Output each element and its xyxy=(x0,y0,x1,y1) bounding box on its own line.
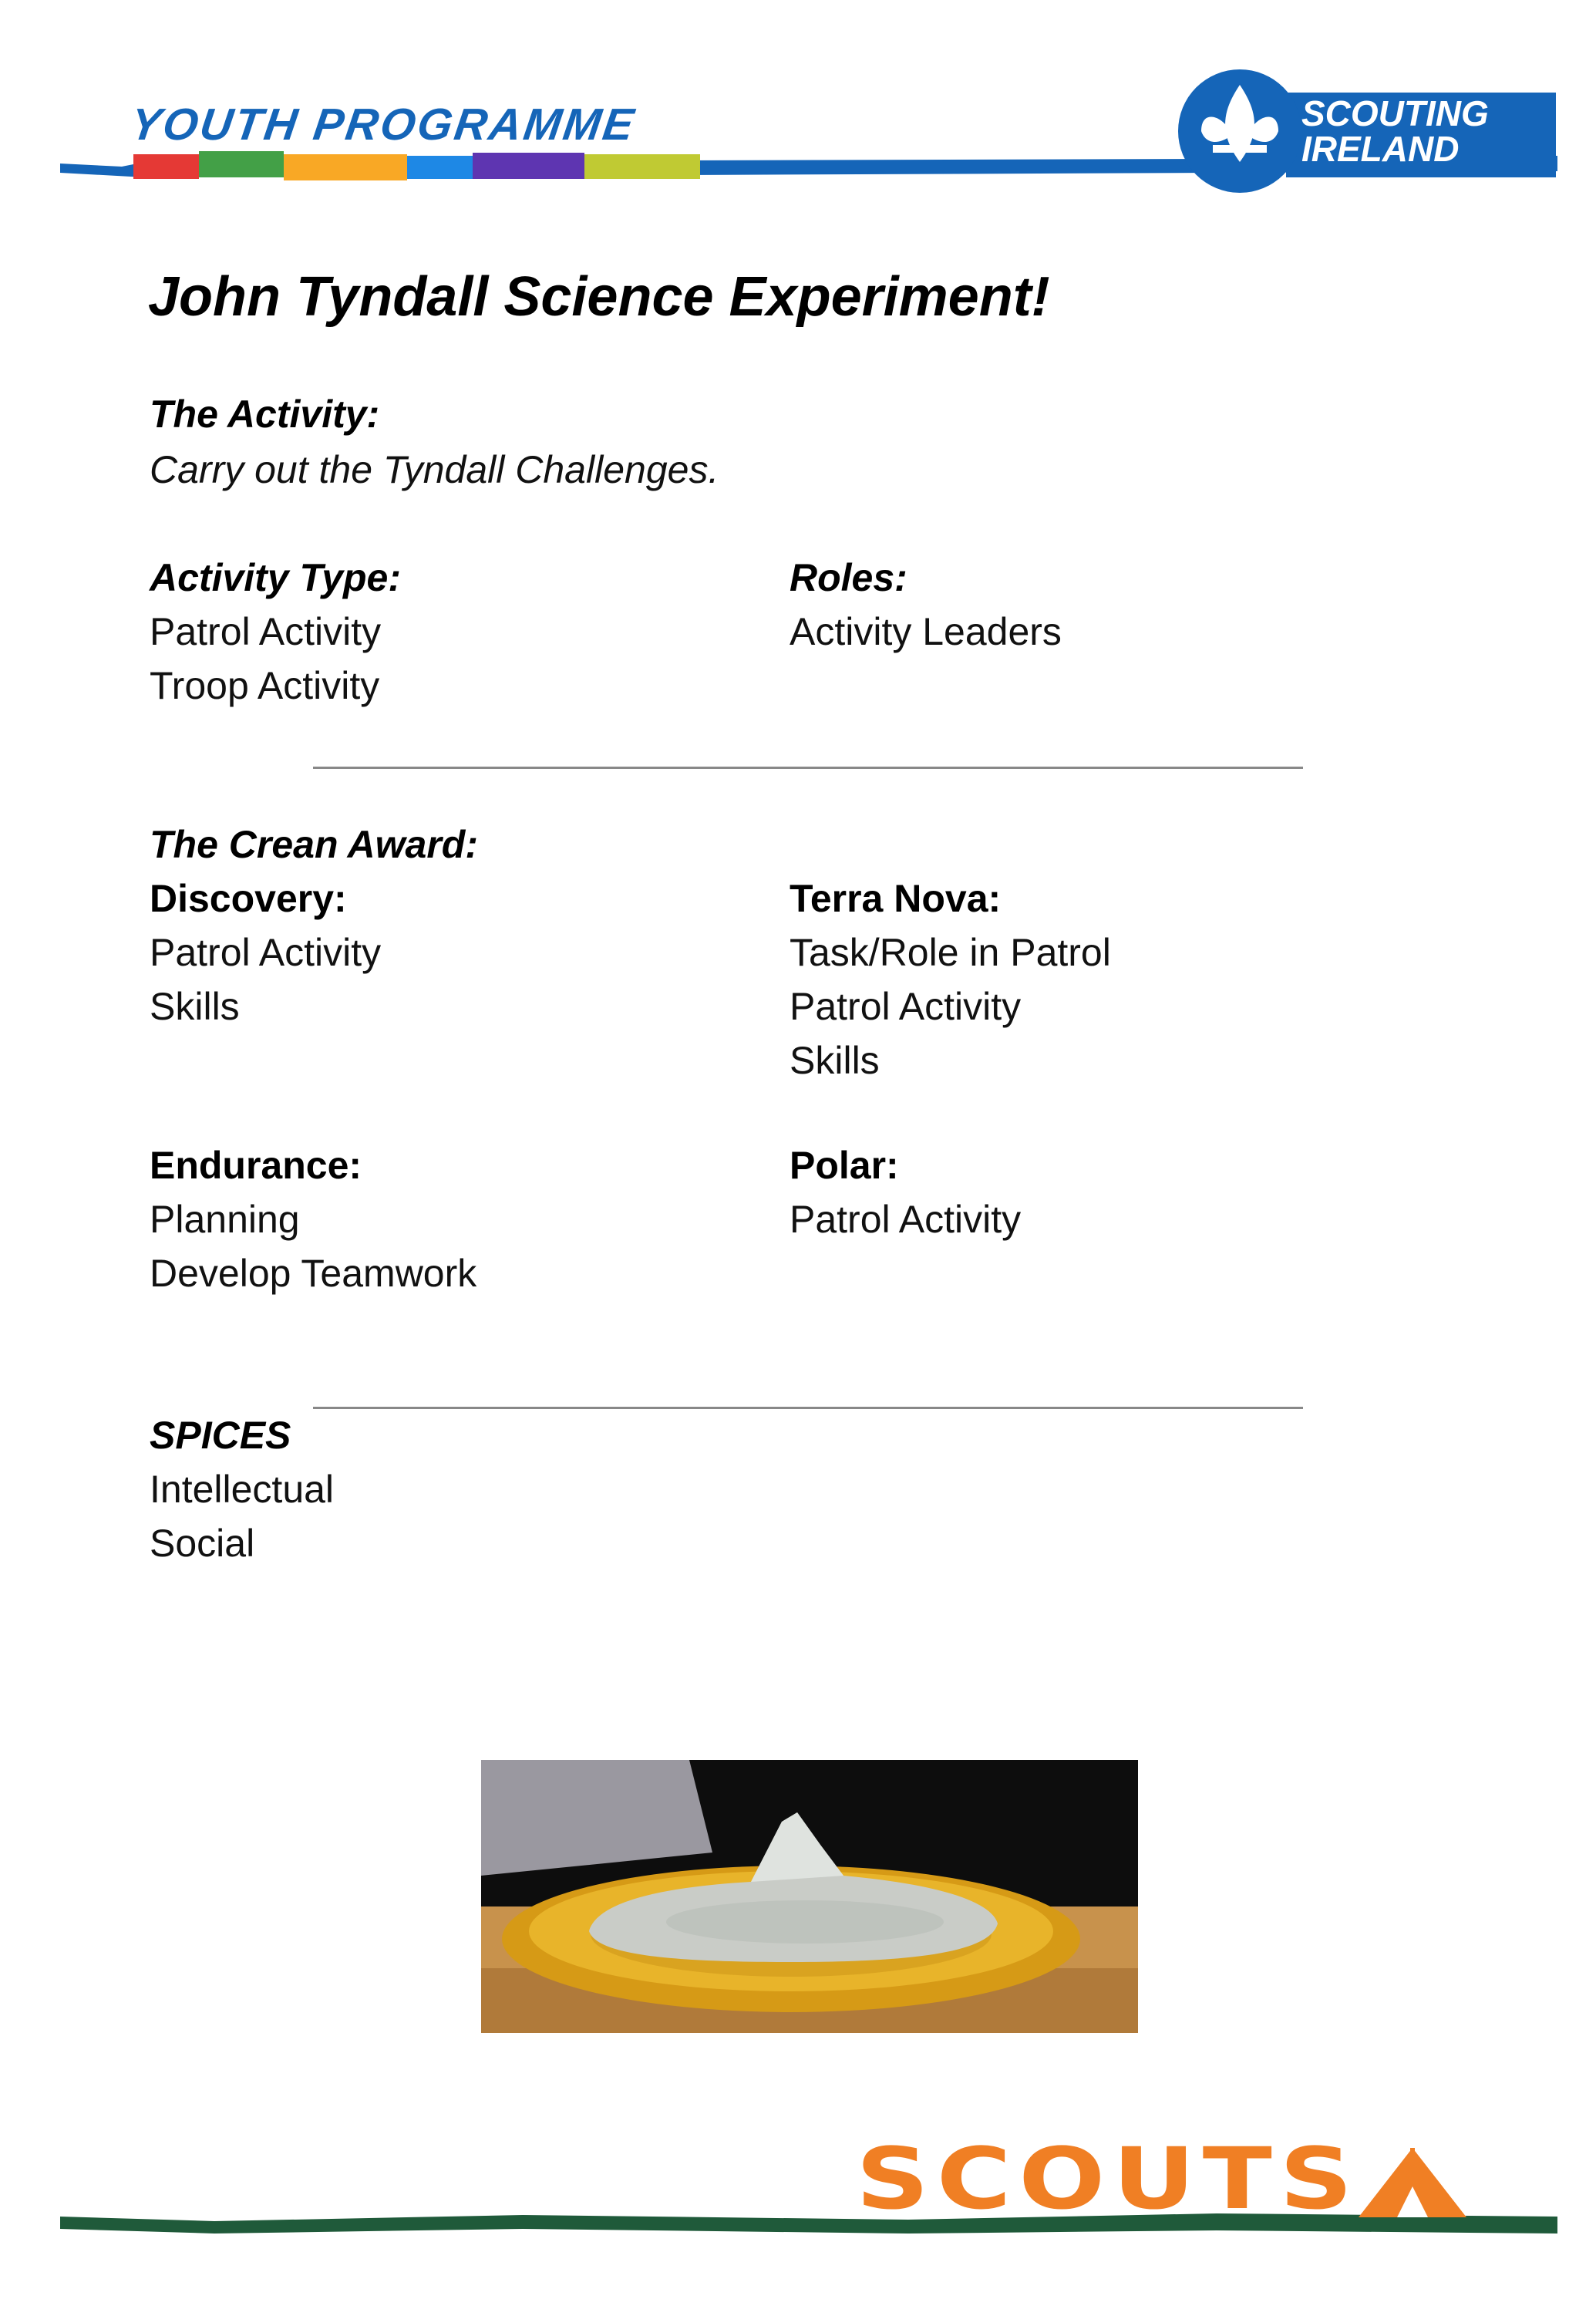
scouts-logo-text: SCOUTS xyxy=(856,2129,1361,2228)
polar-label: Polar: xyxy=(790,1144,899,1187)
divider xyxy=(313,1407,1303,1409)
activity-type-item: Troop Activity xyxy=(150,664,380,707)
spices-label: SPICES xyxy=(150,1414,291,1457)
activity-type-label: Activity Type: xyxy=(150,556,402,599)
discovery-label: Discovery: xyxy=(150,877,347,920)
activity-type-item: Patrol Activity xyxy=(150,610,382,653)
logo-line-scouting: SCOUTING xyxy=(1301,93,1489,133)
terra-nova-item: Skills xyxy=(790,1039,880,1082)
divider xyxy=(313,767,1303,769)
endurance-item: Develop Teamwork xyxy=(150,1252,477,1295)
endurance-label: Endurance: xyxy=(150,1144,362,1187)
spices-item: Social xyxy=(150,1522,255,1565)
youth-programme-title: YOUTH PROGRAMME xyxy=(127,99,639,150)
roles-label: Roles: xyxy=(790,556,907,599)
spices-item: Intellectual xyxy=(150,1468,335,1511)
terra-nova-label: Terra Nova: xyxy=(790,877,1002,920)
endurance-item: Planning xyxy=(150,1198,300,1241)
terra-nova-item: Patrol Activity xyxy=(790,985,1022,1028)
activity-label: The Activity: xyxy=(150,393,380,436)
activity-text: Carry out the Tyndall Challenges. xyxy=(150,448,719,491)
page-title: John Tyndall Science Experiment! xyxy=(148,266,1050,328)
terra-nova-item: Task/Role in Patrol xyxy=(790,931,1111,974)
discovery-item: Patrol Activity xyxy=(150,931,382,974)
crean-award-label: The Crean Award: xyxy=(150,823,479,866)
roles-item: Activity Leaders xyxy=(790,610,1062,653)
experiment-photo xyxy=(481,1760,1138,2033)
tent-icon xyxy=(1351,2144,1474,2221)
polar-item: Patrol Activity xyxy=(790,1198,1022,1241)
logo-line-ireland: IRELAND xyxy=(1301,129,1460,169)
discovery-item: Skills xyxy=(150,985,240,1028)
scouting-ireland-logo xyxy=(1170,62,1557,201)
